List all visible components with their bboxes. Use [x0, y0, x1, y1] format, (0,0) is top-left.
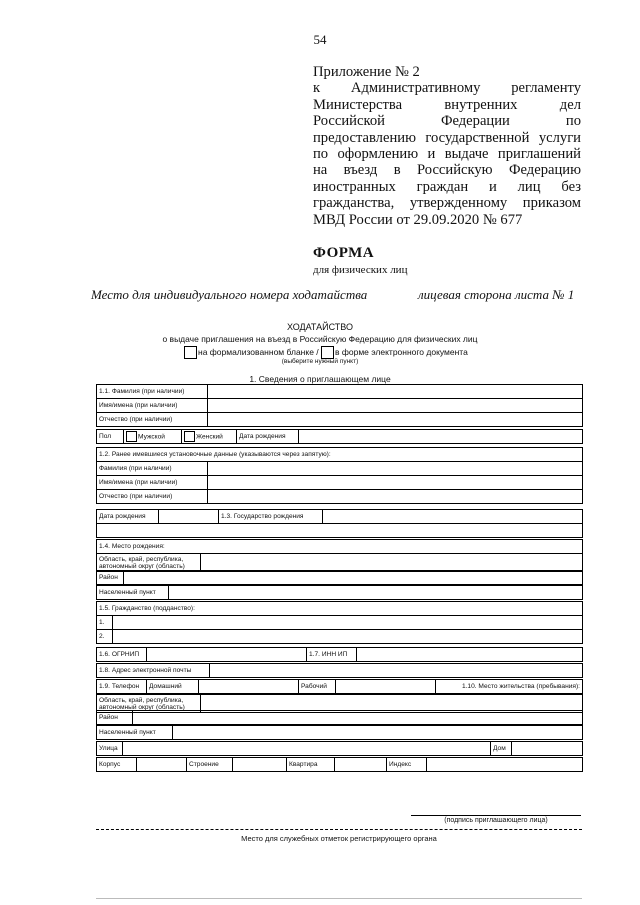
appendix-line: гражданства, утвержденному приказом — [313, 195, 581, 212]
label-res-locality: Населенный пункт — [97, 726, 173, 740]
citizenship-table — [96, 601, 583, 644]
label-district: Район — [97, 571, 124, 585]
appendix-line: предоставлению государственной услуги — [313, 129, 581, 146]
citizenship-row-2-label: 2. — [97, 630, 113, 644]
birth-locality-table — [96, 585, 583, 600]
sheet-side: лицевая сторона листа № 1 — [418, 287, 575, 302]
page-bottom-edge — [96, 898, 582, 899]
petition-subtitle: о выдаче приглашения на въезд в Российскую Федерацию для физических лиц — [162, 334, 478, 344]
birth-country-extra-field[interactable] — [97, 524, 583, 538]
label-apartment: Квартира — [287, 758, 335, 772]
label-prev-name: Имя/имена (при наличии) — [97, 476, 208, 490]
label-house: Дом — [491, 742, 512, 756]
prev-patronymic-field[interactable] — [208, 490, 583, 504]
ogrnip-inn-row — [96, 647, 583, 662]
birth-place-table — [96, 539, 583, 572]
index-field[interactable] — [427, 758, 583, 772]
patronymic-field[interactable] — [208, 413, 583, 427]
street-field[interactable] — [123, 742, 491, 756]
appendix-header — [313, 64, 581, 228]
label-1-7: 1.7. ИНН ИП — [307, 648, 357, 662]
form-subtitle: для физических лиц — [313, 264, 408, 276]
label-street: Улица — [97, 742, 123, 756]
option-paper-label: на формализованном бланке / — [198, 346, 319, 357]
male-checkbox[interactable] — [126, 431, 137, 442]
residence-district-field[interactable] — [133, 711, 583, 725]
label-1-8: 1.8. Адрес электронной почты — [97, 664, 210, 678]
birth-locality-field[interactable] — [169, 586, 583, 600]
phone-row — [96, 679, 583, 694]
appendix-line: Приложение № 2 — [313, 64, 420, 80]
citizenship-1-field[interactable] — [113, 616, 583, 630]
sex-row — [96, 429, 583, 444]
home-phone-field[interactable] — [199, 680, 299, 694]
label-res-district: Район — [97, 711, 133, 725]
option-electronic-label: в форме электронного документа — [335, 346, 468, 357]
house-field[interactable] — [512, 742, 583, 756]
structure-field[interactable] — [233, 758, 287, 772]
label-prev-surname: Фамилия (при наличии) — [97, 462, 208, 476]
label-1-10: 1.10. Место жительства (пребывания): — [436, 680, 583, 694]
appendix-line: Российской Федерации по — [313, 113, 581, 130]
inviter-table-1 — [96, 384, 583, 427]
building-field[interactable] — [137, 758, 187, 772]
ogrnip-field[interactable] — [147, 648, 307, 662]
petition-number-place: Место для индивидуального номера ходатайства — [91, 287, 368, 302]
residence-district-table — [96, 710, 583, 725]
male-option[interactable] — [124, 430, 182, 444]
female-option[interactable] — [182, 430, 237, 444]
label-name: Имя/имена (при наличии) — [97, 399, 208, 413]
label-prev-patronymic: Отчество (при наличии) — [97, 490, 208, 504]
prev-name-field[interactable] — [208, 476, 583, 490]
female-checkbox[interactable] — [184, 431, 195, 442]
appendix-line: иностранных граждан и лиц без — [313, 178, 581, 195]
street-row — [96, 741, 583, 756]
signature-caption: (подпись приглашающего лица) — [444, 817, 548, 824]
section1-title: 1. Сведения о приглашающем лице — [249, 374, 391, 384]
dashed-divider — [96, 829, 582, 830]
appendix-line: Министерства внутренних дел — [313, 96, 581, 113]
label-index: Индекс — [387, 758, 427, 772]
female-label: Женский — [196, 433, 223, 441]
appendix-line: по оформлению и выдаче приглашений — [313, 146, 581, 163]
petition-title: ХОДАТАЙСТВО — [287, 322, 353, 332]
residence-locality-table — [96, 725, 583, 740]
service-marks-caption: Место для служебных отметок регистрирующего органа — [241, 834, 437, 843]
label-structure: Строение — [187, 758, 233, 772]
birth-date-field[interactable] — [299, 430, 583, 444]
birth-district-table — [96, 570, 583, 585]
page-number: 54 — [313, 32, 327, 47]
label-1-3: 1.3. Государство рождения — [219, 510, 323, 524]
apartment-field[interactable] — [335, 758, 387, 772]
form-title: ФОРМА — [313, 245, 375, 261]
label-1-5: 1.5. Гражданство (подданство): — [97, 602, 583, 616]
label-1-1: 1.1. Фамилия (при наличии) — [97, 385, 208, 399]
email-row — [96, 663, 583, 678]
label-res-region: Область, край, республика, автономный округ (область) — [97, 695, 201, 713]
signature-line[interactable] — [411, 815, 581, 816]
appendix-line: на въезд в Российскую Федерацию — [313, 162, 581, 179]
inn-field[interactable] — [357, 648, 583, 662]
label-1-4: 1.4. Место рождения: — [97, 540, 583, 554]
prev-birth-date-field[interactable] — [159, 510, 219, 524]
label-birth-date: Дата рождения — [237, 430, 299, 444]
label-work: Рабочий — [299, 680, 336, 694]
appendix-line: МВД России от 29.09.2020 № 677 — [313, 211, 523, 228]
label-1-9: 1.9. Телефон — [97, 680, 147, 694]
label-sex: Пол — [97, 430, 124, 444]
citizenship-2-field[interactable] — [113, 630, 583, 644]
label-prev-birth-date: Дата рождения — [97, 510, 159, 524]
birth-region-field[interactable] — [201, 554, 583, 572]
prev-surname-field[interactable] — [208, 462, 583, 476]
male-label: Мужской — [138, 433, 165, 441]
birth-district-field[interactable] — [124, 571, 583, 585]
residence-locality-field[interactable] — [173, 726, 583, 740]
appendix-line: к Административному регламенту — [313, 80, 581, 97]
label-1-6: 1.6. ОГРНИП — [97, 648, 147, 662]
birth-row — [96, 509, 583, 538]
work-phone-field[interactable] — [336, 680, 436, 694]
label-1-2: 1.2. Ранее имевшиеся установочные данные (указываются через запятую): — [97, 448, 583, 462]
surname-field[interactable] — [208, 385, 583, 399]
choose-hint: (выберите нужный пункт) — [281, 358, 359, 365]
previous-data-table — [96, 447, 583, 504]
birth-country-field[interactable] — [323, 510, 583, 524]
label-patronymic: Отчество (при наличии) — [97, 413, 208, 427]
label-locality: Населенный пункт — [97, 586, 169, 600]
label-region: Область, край, республика, автономный округ (область) — [97, 554, 201, 572]
citizenship-row-1-label: 1. — [97, 616, 113, 630]
label-home: Домашний — [147, 680, 199, 694]
building-row — [96, 757, 583, 772]
email-field[interactable] — [210, 664, 583, 678]
name-field[interactable] — [208, 399, 583, 413]
label-building: Корпус — [97, 758, 137, 772]
